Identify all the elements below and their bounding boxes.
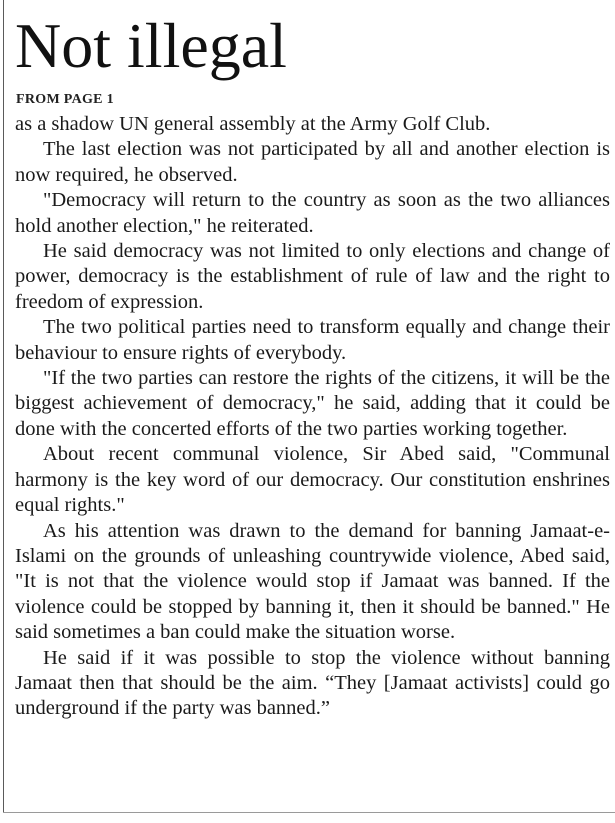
- headline: Not illegal: [15, 10, 287, 81]
- bottom-rule: [3, 812, 615, 813]
- article-paragraph: as a shadow UN general assembly at the Army Golf Club.: [15, 113, 491, 135]
- article-paragraph: He said democracy was not limited to only elections and change of power, democracy is the establishment of rule of law and the right to freedom of expression.: [15, 240, 610, 313]
- article-paragraph: He said if it was possible to stop the violence without banning Jamaat then that should be the aim. “They [Jamaat activists] could go underground if the party was banned.”: [15, 646, 610, 720]
- article-body: [15, 112, 610, 722]
- article-paragraph: As his attention was drawn to the demand for banning Jamaat-e-Islami on the grounds of unleashing countrywide violence, Abed said, "It is not that the violence would stop if Jamaat was banned. If the violence could be stopped by banning it, then it should be banned." He said sometimes a ban could make the situation worse.: [15, 519, 610, 644]
- jump-label: FROM PAGE 1: [16, 92, 114, 107]
- article-paragraph: The two political parties need to transform equally and change their behaviour to ensure rights of everybody.: [15, 316, 610, 364]
- article-paragraph: "Democracy will return to the country as soon as the two alliances hold another election," he reiterated.: [15, 189, 610, 237]
- article-paragraph: The last election was not participated by all and another election is now required, he observed.: [15, 138, 610, 186]
- article-paragraph: "If the two parties can restore the rights of the citizens, it will be the biggest achievement of democracy," he said, adding that it could be done with the concerted efforts of the two parties working together.: [15, 367, 610, 440]
- article-paragraph: About recent communal violence, Sir Abed said, "Communal harmony is the key word of our democracy. Our constitution enshrines equal rights.": [15, 443, 610, 517]
- left-column-rule: [3, 0, 4, 812]
